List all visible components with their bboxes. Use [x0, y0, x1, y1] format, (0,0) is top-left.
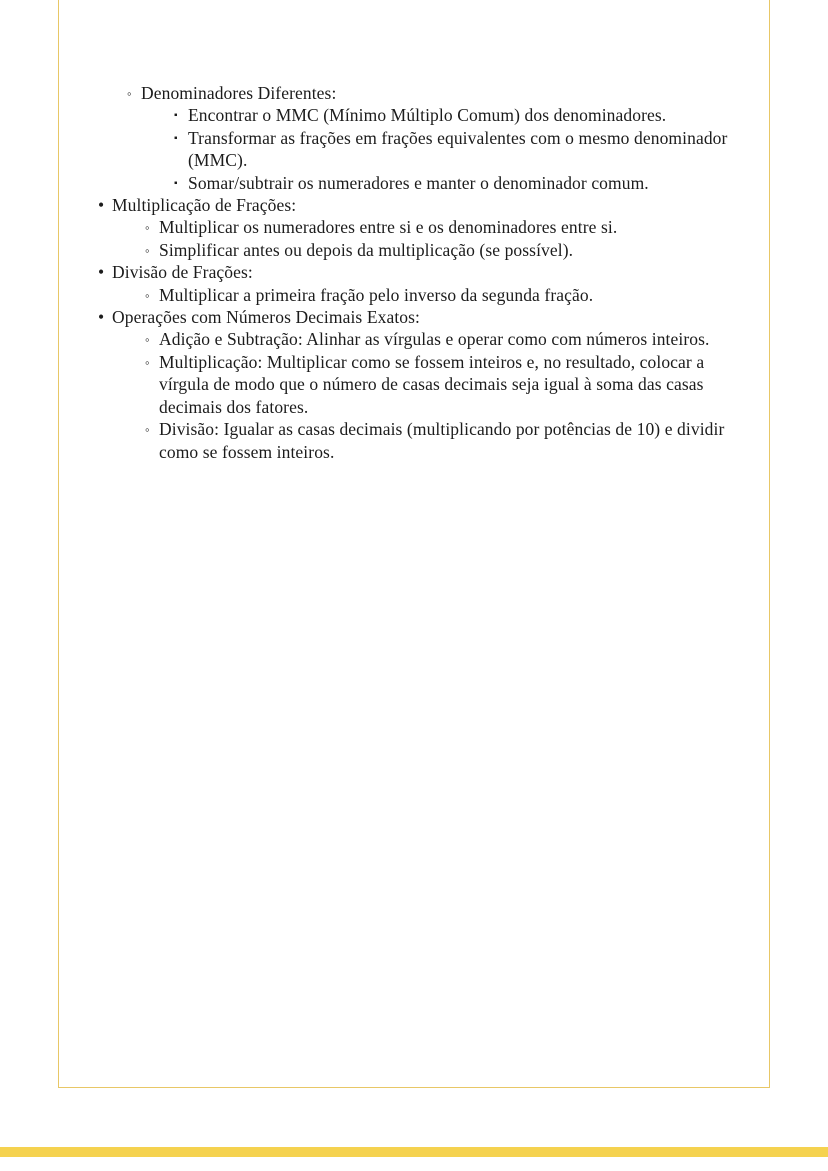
list-item-text: Encontrar o MMC (Mínimo Múltiplo Comum) dos denominadores. [188, 105, 667, 126]
list-item [170, 127, 754, 172]
bullet-square-icon: ▪ [174, 110, 178, 122]
list-item-text: Multiplicar a primeira fração pelo inverso da segunda fração. [159, 284, 594, 305]
list-item-text: Transformar as frações em frações equivalentes com o mesmo denominador (MMC). [188, 127, 728, 171]
bullet-circle-icon: ◦ [145, 242, 150, 258]
list-item-text: Multiplicação: Multiplicar como se fossem inteiros e, no resultado, colocar a vírgula de modo que o número de casas decimais seja igual à soma das casas decimais dos fatores. [159, 351, 705, 417]
bullet-disc-icon: • [98, 307, 105, 328]
bullet-circle-icon: ◦ [145, 220, 150, 236]
list-item [141, 216, 754, 238]
list-item-text: Operações com Números Decimais Exatos: [112, 307, 421, 328]
bullet-circle-icon: ◦ [127, 86, 132, 101]
list-item-text: Divisão: Igualar as casas decimais (multiplicando por potências de 10) e dividir como se fossem inteiros. [159, 419, 725, 462]
list-item [123, 82, 754, 194]
list-item [94, 194, 754, 261]
list-item [141, 418, 754, 463]
page-footer-band [0, 1147, 828, 1157]
bullet-circle-icon: ◦ [145, 287, 150, 303]
bullet-square-icon: ▪ [174, 132, 178, 144]
list-item [141, 284, 754, 306]
list-item-text: Somar/subtrair os numeradores e manter o denominador comum. [188, 172, 649, 193]
list-item [141, 328, 754, 350]
sublist [112, 328, 754, 462]
bullet-circle-icon: ◦ [145, 422, 150, 438]
sublist [112, 216, 754, 261]
list-item [141, 239, 754, 261]
outline-list [94, 82, 754, 463]
bullet-disc-icon: • [98, 195, 105, 216]
list-item-text: Multiplicar os numeradores entre si e os denominadores entre si. [159, 217, 618, 238]
list-item-text: Simplificar antes ou depois da multiplicação (se possível). [159, 239, 574, 260]
list-item [94, 306, 754, 463]
list-item [141, 351, 754, 418]
list-item-text: Multiplicação de Frações: [112, 195, 297, 216]
sublist [141, 104, 754, 194]
list-item-text: Denominadores Diferentes: [141, 83, 337, 103]
list-item [170, 172, 754, 194]
list-item [170, 104, 754, 126]
bullet-circle-icon: ◦ [145, 354, 150, 370]
list-item [94, 261, 754, 306]
bullet-circle-icon: ◦ [145, 332, 150, 348]
list-item-text: Divisão de Frações: [112, 262, 253, 283]
sublist [112, 284, 754, 306]
list-item-text: Adição e Subtração: Alinhar as vírgulas e operar como com números inteiros. [159, 329, 710, 350]
document-content [94, 82, 754, 463]
bullet-square-icon: ▪ [174, 177, 178, 189]
bullet-disc-icon: • [98, 262, 105, 283]
